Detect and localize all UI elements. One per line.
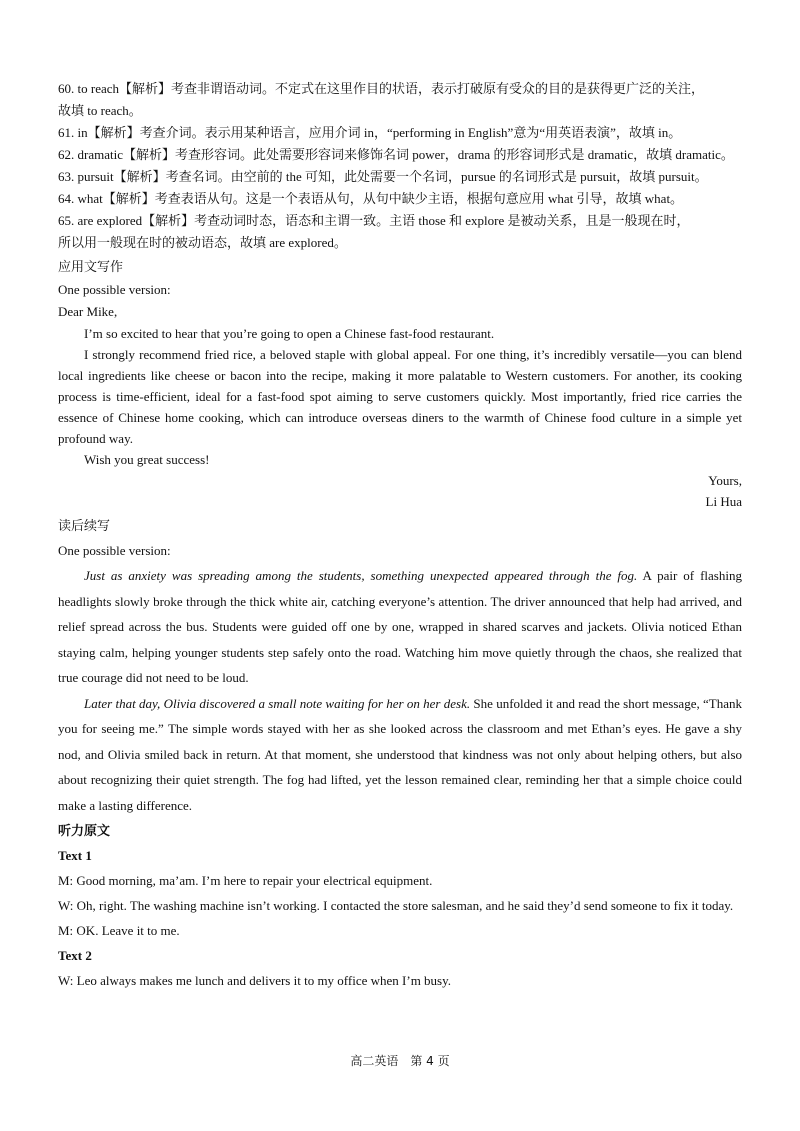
- writing-version-label: One possible version:: [58, 282, 171, 297]
- page-footer: 高二英语 第 4 页: [350, 1054, 450, 1068]
- continuation-version-label: One possible version:: [58, 543, 171, 558]
- continuation-body-2: She unfolded it and read the short message, “Thank you for seeing me.” The simple words stayed with her as she looked across the classroom and met Ethan’s eyes. He gave a shy nod, and Olivia smiled back in return. At that moment, she understood that kindness was not only about helping others, but also about recognizing their quiet strength. The fog had lifted, yet the lesson remained clear, reminding her that a simple choice could make a lasting difference.: [58, 695, 742, 813]
- text-1-line-2: W: Oh, right. The washing machine isn’t working. I contacted the store salesman, and he said they’d send someone to fix it today.: [58, 898, 734, 913]
- letter-paragraph-3: Wish you great success!: [84, 452, 210, 467]
- text-1-line-1: M: Good morning, ma’am. I’m here to repair your electrical equipment.: [58, 873, 433, 888]
- letter-greeting: Dear Mike,: [58, 304, 118, 319]
- continuation-lead-sentence-2: Later that day, Olivia discovered a small note waiting for her on her desk.: [84, 695, 471, 711]
- writing-heading: 应用文写作: [58, 259, 124, 274]
- letter-paragraph-1: I’m so excited to hear that you’re going to open a Chinese fast-food restaurant.: [84, 326, 495, 341]
- answer-line: 所以用一般现在时的被动语态，故填 are explored。: [58, 235, 347, 250]
- continuation-paragraph-2: [58, 691, 742, 819]
- answer-line: 65. are explored【解析】考查动词时态，语态和主谓一致。主语 those 和 explore 是被动关系，且是一般现在时，: [58, 213, 690, 228]
- continuation-heading: 读后续写: [58, 518, 111, 533]
- text-2-title: Text 2: [58, 948, 92, 963]
- document-body: [58, 78, 742, 993]
- text-1-title: Text 1: [58, 848, 92, 863]
- answer-line: 60. to reach【解析】考查非谓语动词。不定式在这里作目的状语，表示打破原有受众的目的是获得更广泛的关注，: [58, 81, 705, 96]
- answer-63: 63. pursuit【解析】考查名词。由空前的 the 可知，此处需要一个名词，pursue 的名词形式是 pursuit，故填 pursuit。: [58, 169, 708, 184]
- continuation-paragraph-1: [58, 563, 742, 691]
- letter-closing: Yours,: [708, 473, 742, 488]
- answer-64: 64. what【解析】考查表语从句。这是一个表语从句，从句中缺少主语，根据句意应用 what 引导，故填 what。: [58, 191, 684, 206]
- text-1-line-3: M: OK. Leave it to me.: [58, 923, 180, 938]
- answer-60: [58, 78, 742, 122]
- continuation-lead-sentence-1: Just as anxiety was spreading among the students, something unexpected appeared through the fog.: [84, 568, 638, 583]
- answer-61: 61. in【解析】考查介词。表示用某种语言，应用介词 in，“performing in English”意为“用英语表演”，故填 in。: [58, 125, 682, 140]
- answer-65: [58, 210, 742, 254]
- letter-signature: Li Hua: [705, 494, 742, 509]
- answer-line: 故填 to reach。: [58, 103, 142, 118]
- text-2-line-1: W: Leo always makes me lunch and delivers it to my office when I’m busy.: [58, 973, 452, 988]
- continuation-body-1: A pair of flashing headlights slowly broke through the thick white air, catching everyone’s attention. The driver announced that help had arrived, and relief spread across the bus. Students were guided off one by one, wrapped in shared scarves and jackets. Olivia noticed Ethan staying calm, helping younger students step safely onto the road. Watching him move quietly through the chaos, she realized that true courage did not need to be loud.: [58, 568, 742, 685]
- letter-paragraph-2: I strongly recommend fried rice, a beloved staple with global appeal. For one thing, it’s incredibly versatile—you can blend local ingredients like cheese or bacon into the recipe, making it more palatable to Western customers. For another, its cooking process is time-efficient, ideal for a fast-food spot aiming to serve customers quickly. Most importantly, fried rice carries the essence of Chinese home cooking, which can introduce overseas diners to the warmth of Chinese food culture in a simple yet profound way.: [58, 347, 742, 446]
- answer-62: 62. dramatic【解析】考查形容词。此处需要形容词来修饰名词 power，drama 的形容词形式是 dramatic，故填 dramatic。: [58, 147, 734, 162]
- listening-heading: 听力原文: [58, 823, 111, 838]
